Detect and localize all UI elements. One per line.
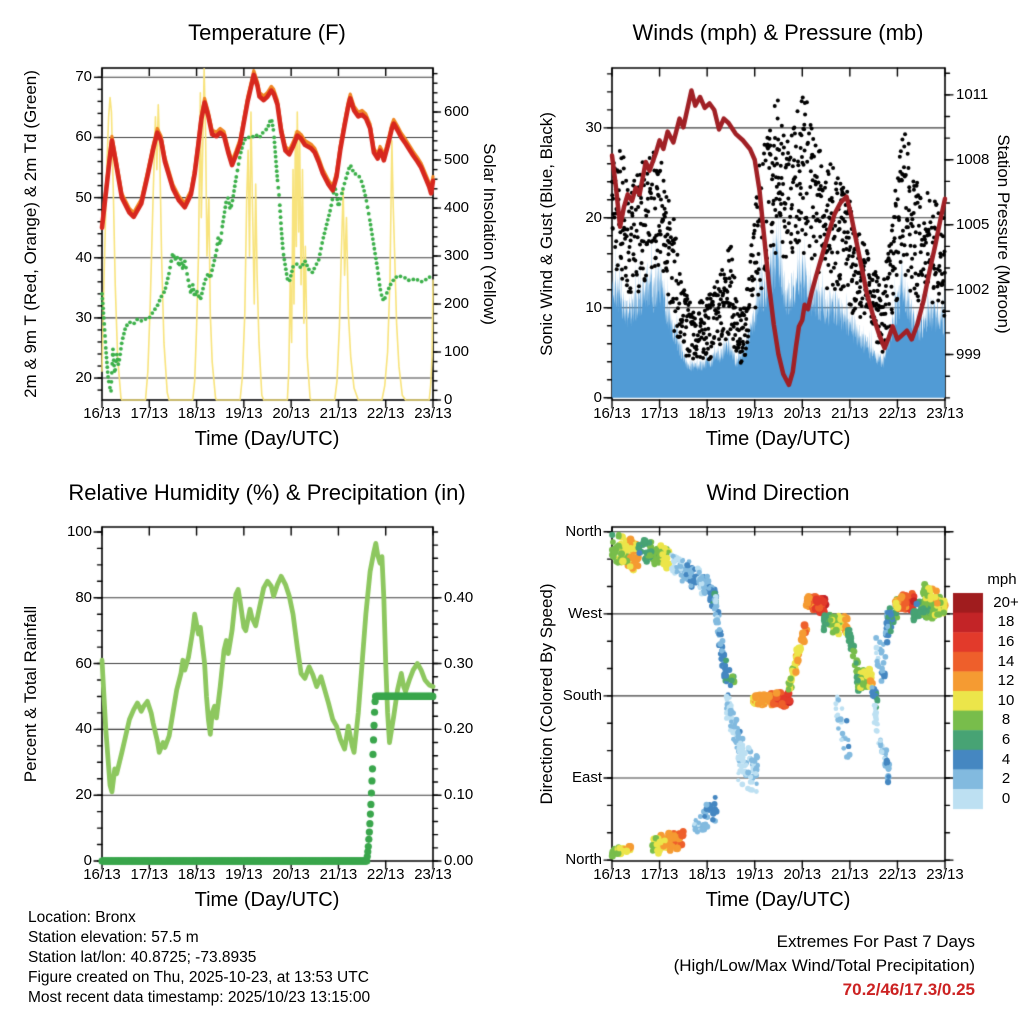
y-tick-label: 200 [444, 295, 470, 312]
x-tick-label: 17/13 [130, 405, 169, 422]
station-location: Location: Bronx [28, 909, 136, 926]
x-tick-label: 22/13 [878, 866, 917, 883]
x-tick-label: 16/13 [83, 866, 121, 883]
x-tick-label: 23/13 [926, 866, 964, 883]
y-tick-label: 40 [75, 248, 92, 266]
x-tick-label: 22/13 [878, 405, 917, 422]
y-tick-label: North [565, 522, 602, 540]
humidity-x-axis-title: Time (Day/UTC) [194, 889, 340, 911]
colorbar-bin-label: 14 [997, 652, 1015, 670]
x-tick-label: 17/13 [640, 405, 679, 422]
y-tick-label: 0.10 [444, 786, 474, 804]
y-tick-label: 1011 [956, 85, 989, 103]
x-tick-label: 20/13 [272, 866, 310, 883]
y-tick-label: 50 [75, 188, 92, 206]
y-tick-label: South [562, 686, 602, 704]
y-tick-label: 1008 [956, 150, 990, 168]
humidity-precip-chart-title: Relative Humidity (%) & Precipitation (in) [68, 480, 466, 505]
extremes-block [674, 930, 975, 1002]
y-tick-label: 30 [585, 118, 602, 136]
x-tick-label: 17/13 [640, 866, 679, 883]
station-info-block [28, 908, 370, 1008]
y-tick-label: 100 [444, 343, 470, 360]
colorbar-bin-label: 0 [1001, 789, 1011, 807]
temperature-x-axis-title: Time (Day/UTC) [194, 428, 340, 450]
x-tick-label: 20/13 [783, 866, 822, 883]
y-tick-label: 100 [66, 522, 92, 540]
x-tick-label: 16/13 [83, 405, 121, 422]
most-recent-timestamp: Most recent data timestamp: 2025/10/23 13:15:00 [28, 989, 371, 1006]
x-tick-label: 22/13 [366, 405, 405, 422]
y-tick-label: 600 [444, 103, 470, 120]
x-tick-label: 19/13 [735, 866, 774, 883]
y-tick-label: 60 [75, 654, 92, 672]
winds-pressure-chart-title: Winds (mph) & Pressure (mb) [632, 20, 924, 45]
x-tick-label: 23/13 [414, 405, 452, 422]
x-tick-label: 18/13 [688, 405, 726, 422]
x-tick-label: 20/13 [783, 405, 822, 422]
y-tick-label: 30 [75, 308, 92, 326]
colorbar-bin-label: 18 [997, 613, 1015, 631]
y-tick-label: 10 [585, 298, 602, 316]
y-tick-label: 1005 [956, 215, 990, 233]
colorbar-bin-label: 16 [997, 633, 1015, 650]
wind-direction-x-axis-title: Time (Day/UTC) [705, 889, 851, 911]
x-tick-label: 21/13 [831, 405, 869, 422]
extremes-subtitle: (High/Low/Max Wind/Total Precipitation) [673, 956, 975, 975]
colorbar-bin-label: 10 [997, 691, 1015, 709]
x-tick-label: 16/13 [593, 405, 631, 422]
y-tick-label: 0.20 [444, 720, 474, 738]
colorbar-bin-label: 12 [997, 672, 1015, 690]
x-tick-label: 23/13 [926, 405, 964, 422]
y-tick-label: 0.30 [444, 654, 474, 672]
x-tick-label: 21/13 [319, 866, 358, 883]
winds-x-axis-title: Time (Day/UTC) [705, 428, 851, 450]
solar-insolation-axis-label: Solar Insolation (Yellow) [480, 143, 499, 325]
sonic-wind-gust-axis-label: Sonic Wind & Gust (Blue, Black) [537, 112, 556, 356]
y-tick-label: 40 [75, 720, 92, 738]
x-tick-label: 22/13 [366, 866, 405, 883]
x-tick-label: 18/13 [688, 866, 726, 883]
x-tick-label: 23/13 [414, 866, 452, 883]
x-tick-label: 19/13 [735, 405, 774, 422]
wind-direction-chart-title: Wind Direction [706, 480, 850, 505]
y-tick-label: 20 [75, 369, 92, 387]
temperature-chart-title: Temperature (F) [188, 20, 346, 45]
y-tick-label: 1002 [956, 280, 990, 298]
y-tick-label: 0.00 [444, 852, 474, 869]
y-tick-label: 0.40 [444, 588, 474, 606]
x-tick-label: 18/13 [177, 866, 216, 883]
extremes-title: Extremes For Past 7 Days [776, 932, 975, 951]
colorbar-bin-label: 8 [1001, 711, 1011, 729]
y-tick-label: West [568, 604, 602, 622]
y-tick-label: 0 [593, 388, 602, 406]
colorbar-unit-label: mph [987, 571, 1017, 588]
x-tick-label: 19/13 [225, 866, 263, 883]
y-tick-label: 300 [444, 247, 470, 264]
figure-created-on: Figure created on Thu, 2025-10-23, at 13:53 UTC [28, 969, 369, 986]
y-tick-label: 60 [75, 128, 92, 146]
y-tick-label: North [565, 851, 602, 869]
colorbar-bin-label: 2 [1001, 770, 1011, 788]
percent-rainfall-axis-label: Percent & Total Rainfall [21, 605, 40, 783]
y-tick-label: 20 [585, 208, 602, 226]
station-elevation: Station elevation: 57.5 m [28, 929, 199, 946]
direction-axis-label: Direction (Colored By Speed) [537, 583, 556, 805]
y-tick-label: 0 [444, 391, 453, 408]
y-tick-label: 70 [75, 68, 92, 86]
y-tick-label: 400 [444, 199, 470, 216]
x-tick-label: 17/13 [130, 866, 169, 883]
y-tick-label: 20 [75, 786, 92, 804]
x-tick-label: 21/13 [319, 405, 358, 422]
colorbar-bin-label: 20+ [993, 593, 1019, 611]
colorbar-bin-label: 6 [1001, 731, 1011, 748]
colorbar-bin-label: 4 [1001, 750, 1011, 768]
extremes-values: 70.2/46/17.3/0.25 [842, 980, 975, 999]
y-tick-label: 80 [75, 588, 92, 606]
station-pressure-axis-label: Station Pressure (Maroon) [994, 134, 1013, 334]
temperature-y-axis-label: 2m & 9m T (Red, Orange) & 2m Td (Green) [21, 70, 40, 398]
x-tick-label: 21/13 [831, 866, 869, 883]
x-tick-label: 20/13 [272, 405, 310, 422]
x-tick-label: 18/13 [177, 405, 216, 422]
y-tick-label: 999 [956, 345, 982, 363]
y-tick-label: East [571, 769, 602, 786]
station-latlon: Station lat/lon: 40.8725; -73.8935 [28, 949, 257, 966]
x-tick-label: 19/13 [225, 405, 263, 422]
y-tick-label: 0 [83, 852, 92, 869]
x-tick-label: 16/13 [593, 866, 631, 883]
y-tick-label: 500 [444, 151, 470, 168]
